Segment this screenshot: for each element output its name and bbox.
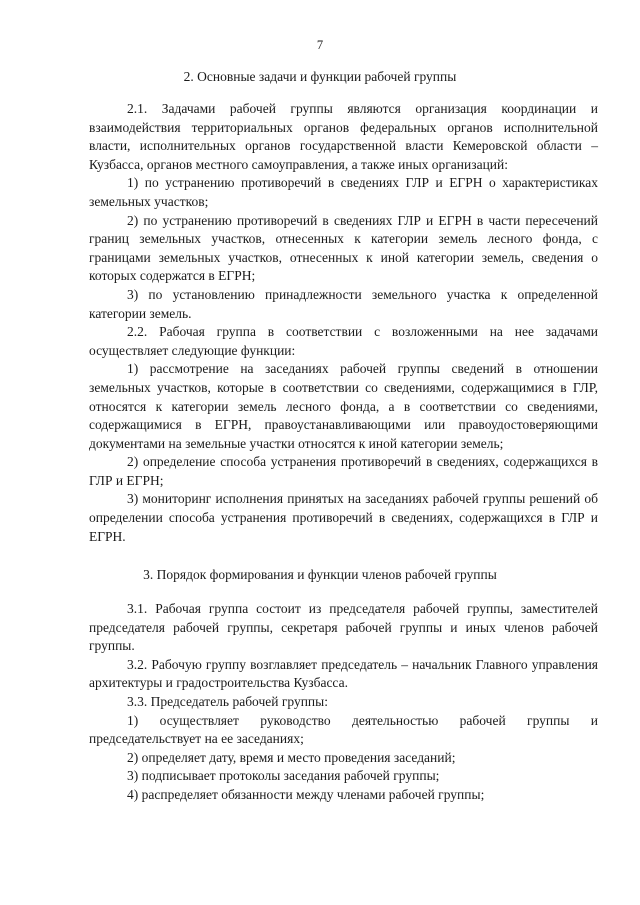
paragraph-3-1: 3.1. Рабочая группа состоит из председателя рабочей группы, заместителей председателя рабочей группы, секретаря рабочей группы и иных членов рабочей группы. <box>89 601 598 654</box>
paragraph-2-2: 2.2. Рабочая группа в соответствии с возложенными на нее задачами осуществляет следующие функции: <box>89 324 598 358</box>
paragraph-3-2: 3.2. Рабочую группу возглавляет председатель – начальник Главного управления архитектуры и градостроительства Кузбасса. <box>89 656 598 691</box>
paragraph-2-2-item-3: 3) мониторинг исполнения принятых на заседаниях рабочей группы решений об определении способа устранения противоречий в сведениях, содержащихся в ГЛР и ЕГРН. <box>89 491 598 544</box>
paragraph-2-1-item-3: 3) по установлению принадлежности земельного участка к определенной категории земель. <box>89 286 598 321</box>
paragraph-3-3-item-4: 4) распределяет обязанности между членами рабочей группы; <box>127 786 485 802</box>
paragraph-2-1-item-2: 2) по устранению противоречий в сведениях ГЛР и ЕГРН в части пересечений границ земельных участков, отнесенных к категории земель лесного фонда, с границами земельных участков, отнесенных к иной категории земель, сведения о которых содержатся в ЕГРН; <box>89 212 598 284</box>
paragraph-2-2-item-1: 1) рассмотрение на заседаниях рабочей группы сведений в отношении земельных участков, которые в соответствии со сведениями, содержащимися в ГЛР, относятся к категории земель лесного фонда, а в соответствии со сведениями, содержащимися в ЕГРН, правоустанавливающими или правоудостоверяющими документами на земельные участки относятся к иной категории земель; <box>89 361 598 451</box>
paragraph-3-3-item-2: 2) определяет дату, время и место проведения заседаний; <box>127 749 456 765</box>
paragraph-2-1: 2.1. Задачами рабочей группы являются организация координации и взаимодействия территориальных органов федеральных органов исполнительной власти, исполнительных органов государственной власти Кемеровской области – Кузбасса, органов местного самоуправления, а также иных организаций: <box>89 101 598 172</box>
paragraph-3-3-item-1: 1) осуществляет руководство деятельностью рабочей группы и председательствует на ее заседаниях; <box>89 712 598 747</box>
section-3-body <box>89 600 598 805</box>
paragraph-2-2-item-2: 2) определение способа устранения противоречий в сведениях, содержащихся в ГЛР и ЕГРН; <box>89 454 598 488</box>
section-2-body <box>89 100 598 546</box>
paragraph-2-1-item-1: 1) по устранению противоречий в сведениях ГЛР и ЕГРН о характеристиках земельных участков; <box>89 175 598 209</box>
paragraph-3-3: 3.3. Председатель рабочей группы: <box>127 693 328 709</box>
section-3-heading: 3. Порядок формирования и функции членов рабочей группы <box>143 567 497 582</box>
paragraph-3-3-item-3: 3) подписывает протоколы заседания рабочей группы; <box>127 768 440 784</box>
section-2-heading: 2. Основные задачи и функции рабочей группы <box>183 69 457 84</box>
page-number: 7 <box>316 38 324 52</box>
